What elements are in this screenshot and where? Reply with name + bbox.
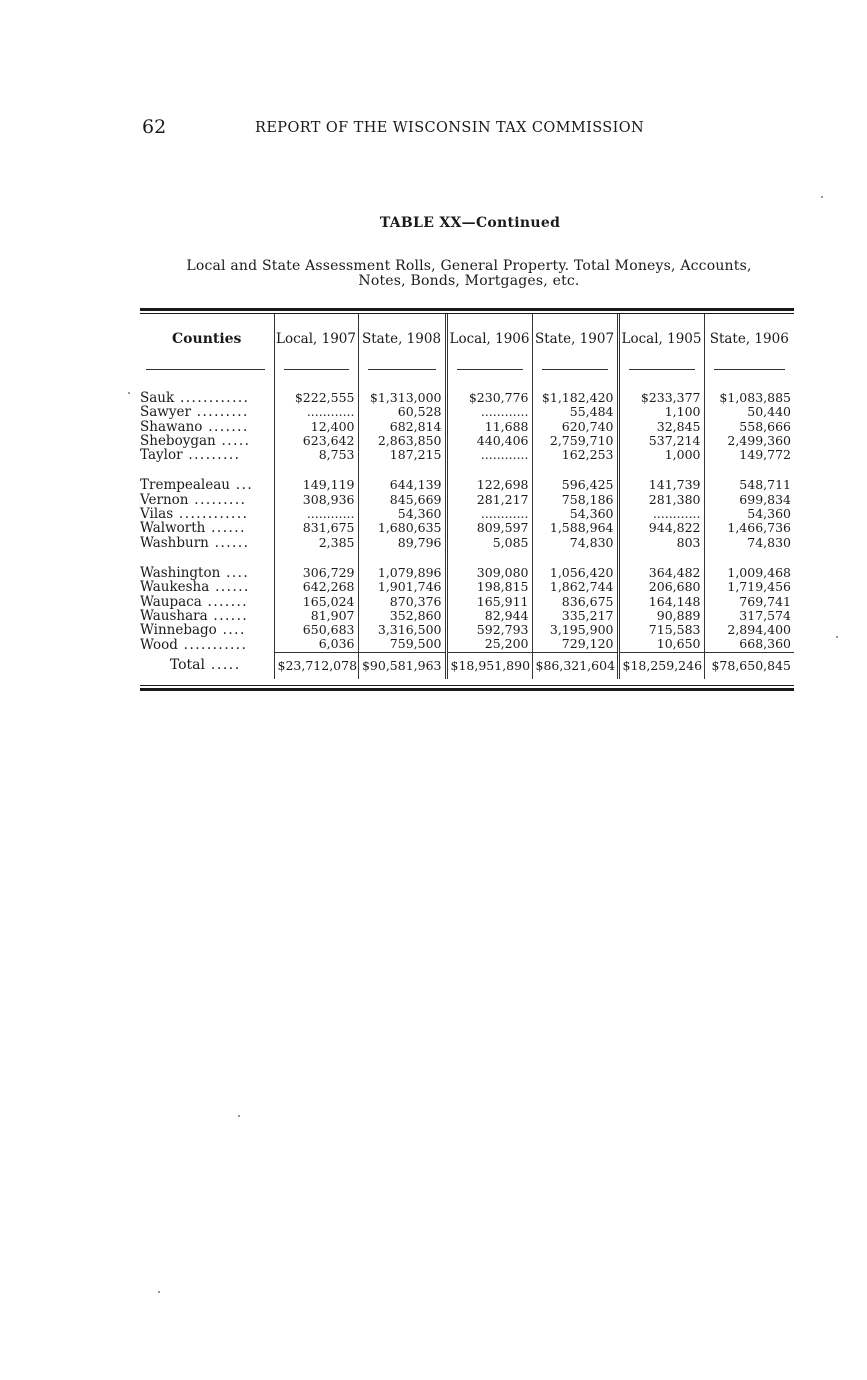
dot-leader: ......... xyxy=(190,404,249,421)
value-cell: 335,217 xyxy=(532,609,618,623)
assessment-table xyxy=(140,308,794,691)
value-cell xyxy=(532,375,618,391)
spacer-row xyxy=(140,375,794,391)
county-name: Taylor xyxy=(140,447,183,464)
county-cell xyxy=(140,507,274,521)
value-cell: 12,400 xyxy=(274,420,358,434)
dot-leader: ...... xyxy=(205,520,246,537)
value-cell: 870,376 xyxy=(358,595,446,609)
county-name: Sheboygan xyxy=(140,432,216,449)
dot-leader: ...... xyxy=(209,579,250,596)
value-cell: 90,889 xyxy=(618,609,704,623)
dot-leader: ........... xyxy=(177,636,248,653)
dot-leader: ......... xyxy=(188,491,247,508)
running-head: REPORT OF THE WISCONSIN TAX COMMISSION xyxy=(255,120,645,136)
table-row xyxy=(140,478,794,492)
value-cell: 306,729 xyxy=(274,566,358,580)
value-cell: ............ xyxy=(618,507,704,521)
value-cell: 3,316,500 xyxy=(358,623,446,637)
value-cell: $78,650,845 xyxy=(704,652,794,679)
value-cell: 164,148 xyxy=(618,595,704,609)
value-cell: 729,120 xyxy=(532,637,618,652)
value-cell xyxy=(618,550,704,566)
value-cell: 699,834 xyxy=(704,493,794,507)
value-cell: 1,719,456 xyxy=(704,580,794,594)
value-cell: 758,186 xyxy=(532,493,618,507)
value-cell: 187,215 xyxy=(358,448,446,462)
value-cell: 281,380 xyxy=(618,493,704,507)
value-cell: 809,597 xyxy=(446,521,532,535)
value-cell: ............ xyxy=(446,448,532,462)
value-cell xyxy=(446,550,532,566)
table-row xyxy=(140,595,794,609)
table-row xyxy=(140,493,794,507)
county-cell xyxy=(140,375,274,391)
county-cell xyxy=(140,521,274,535)
subtitle-line-1: Local and State Assessment Rolls, General Property. Total Moneys, Accounts, xyxy=(186,258,752,274)
bottom-rules xyxy=(140,685,794,691)
value-cell: 281,217 xyxy=(446,493,532,507)
value-cell: $1,182,420 xyxy=(532,391,618,405)
county-name: Walworth xyxy=(140,520,206,537)
county-cell xyxy=(140,448,274,462)
dot-leader: ...... xyxy=(207,607,249,624)
county-cell xyxy=(140,478,274,492)
county-cell xyxy=(140,595,274,609)
county-name: Shawano xyxy=(140,418,203,435)
value-cell: 32,845 xyxy=(618,420,704,434)
value-cell: 54,360 xyxy=(704,507,794,521)
value-cell: 1,901,746 xyxy=(358,580,446,594)
paper-speck xyxy=(128,392,130,394)
dot-leader: ....... xyxy=(201,593,249,610)
value-cell: 644,139 xyxy=(358,478,446,492)
value-cell xyxy=(618,462,704,478)
col-header-local-1907: Local, 1907 xyxy=(274,314,358,364)
table-row xyxy=(140,609,794,623)
county-cell xyxy=(140,493,274,507)
dot-leader: ..... xyxy=(204,657,241,674)
value-cell: 1,862,744 xyxy=(532,580,618,594)
value-cell xyxy=(274,375,358,391)
value-cell: 642,268 xyxy=(274,580,358,594)
value-cell: 309,080 xyxy=(446,566,532,580)
value-cell: 317,574 xyxy=(704,609,794,623)
table-row xyxy=(140,391,794,405)
value-cell: ............ xyxy=(446,507,532,521)
county-name: Washburn xyxy=(140,534,209,551)
county-name: Vernon xyxy=(140,491,189,508)
value-cell xyxy=(358,375,446,391)
dot-leader: ...... xyxy=(208,534,250,551)
value-cell: 3,195,900 xyxy=(532,623,618,637)
table-row xyxy=(140,448,794,462)
value-cell: 537,214 xyxy=(618,434,704,448)
value-cell: 2,863,850 xyxy=(358,434,446,448)
value-cell: ............ xyxy=(274,507,358,521)
value-cell: 2,499,360 xyxy=(704,434,794,448)
value-cell: 2,759,710 xyxy=(532,434,618,448)
header-underline-row xyxy=(140,364,794,375)
value-cell: $1,083,885 xyxy=(704,391,794,405)
value-cell: 54,360 xyxy=(358,507,446,521)
value-cell: 592,793 xyxy=(446,623,532,637)
value-cell: 668,360 xyxy=(704,637,794,652)
value-cell: 769,741 xyxy=(704,595,794,609)
value-cell: 60,528 xyxy=(358,405,446,419)
value-cell: 165,911 xyxy=(446,595,532,609)
county-name: Sawyer xyxy=(140,404,191,421)
county-cell xyxy=(140,405,274,419)
county-name: Waukesha xyxy=(140,579,210,596)
value-cell: 831,675 xyxy=(274,521,358,535)
value-cell: 1,466,736 xyxy=(704,521,794,535)
spacer-row xyxy=(140,550,794,566)
value-cell: 165,024 xyxy=(274,595,358,609)
value-cell: 836,675 xyxy=(532,595,618,609)
dot-leader: ....... xyxy=(202,418,249,435)
header-row xyxy=(140,314,794,364)
county-name: Trempealeau xyxy=(140,477,230,494)
value-cell: 803 xyxy=(618,536,704,550)
value-cell: 1,056,420 xyxy=(532,566,618,580)
value-cell: $18,259,246 xyxy=(618,652,704,679)
value-cell: 759,500 xyxy=(358,637,446,652)
county-name: Waupaca xyxy=(140,593,202,610)
table-body xyxy=(140,375,794,679)
value-cell xyxy=(704,550,794,566)
dot-leader: ... xyxy=(229,477,254,494)
paper-speck xyxy=(836,636,838,638)
col-header-state-1907: State, 1907 xyxy=(532,314,618,364)
table-row xyxy=(140,566,794,580)
value-cell xyxy=(446,375,532,391)
table-row xyxy=(140,434,794,448)
value-cell xyxy=(618,375,704,391)
value-cell: 25,200 xyxy=(446,637,532,652)
value-cell: 845,669 xyxy=(358,493,446,507)
value-cell: ............ xyxy=(446,405,532,419)
value-cell: 440,406 xyxy=(446,434,532,448)
value-cell: 623,642 xyxy=(274,434,358,448)
value-cell: $233,377 xyxy=(618,391,704,405)
value-cell: 1,000 xyxy=(618,448,704,462)
value-cell xyxy=(532,462,618,478)
col-header-state-1908: State, 1908 xyxy=(358,314,446,364)
value-cell: 596,425 xyxy=(532,478,618,492)
county-name: Wood xyxy=(140,636,178,653)
value-cell: 682,814 xyxy=(358,420,446,434)
value-cell: 81,907 xyxy=(274,609,358,623)
value-cell: 89,796 xyxy=(358,536,446,550)
value-cell: 558,666 xyxy=(704,420,794,434)
value-cell xyxy=(358,462,446,478)
value-cell xyxy=(358,550,446,566)
col-header-state-1906: State, 1906 xyxy=(704,314,794,364)
table-subtitle xyxy=(142,259,796,289)
data-table xyxy=(140,314,794,679)
table-row xyxy=(140,405,794,419)
value-cell: 548,711 xyxy=(704,478,794,492)
page-number: 62 xyxy=(142,116,167,138)
value-cell: 1,079,896 xyxy=(358,566,446,580)
value-cell: 149,119 xyxy=(274,478,358,492)
value-cell: 54,360 xyxy=(532,507,618,521)
top-rule xyxy=(140,308,794,311)
value-cell xyxy=(446,462,532,478)
value-cell: 2,385 xyxy=(274,536,358,550)
dot-leader: ............ xyxy=(173,506,249,523)
county-cell xyxy=(140,623,274,637)
county-cell xyxy=(140,391,274,405)
value-cell: $230,776 xyxy=(446,391,532,405)
col-header-local-1906: Local, 1906 xyxy=(446,314,532,364)
value-cell: 74,830 xyxy=(532,536,618,550)
county-name: Waushara xyxy=(140,607,208,624)
paper-speck xyxy=(238,1115,240,1117)
county-name: Total xyxy=(169,657,205,674)
table-row xyxy=(140,507,794,521)
value-cell: 74,830 xyxy=(704,536,794,550)
value-cell: 1,680,635 xyxy=(358,521,446,535)
county-name: Sauk xyxy=(140,390,175,406)
table-row xyxy=(140,623,794,637)
value-cell: 55,484 xyxy=(532,405,618,419)
county-cell xyxy=(140,637,274,652)
value-cell: 162,253 xyxy=(532,448,618,462)
county-cell xyxy=(140,420,274,434)
col-header-local-1905: Local, 1905 xyxy=(618,314,704,364)
value-cell: 141,739 xyxy=(618,478,704,492)
value-cell: 11,688 xyxy=(446,420,532,434)
value-cell: 308,936 xyxy=(274,493,358,507)
value-cell: 82,944 xyxy=(446,609,532,623)
value-cell: 50,440 xyxy=(704,405,794,419)
value-cell: $86,321,604 xyxy=(532,652,618,679)
dot-leader: .... xyxy=(220,564,250,581)
county-cell xyxy=(140,536,274,550)
value-cell: 1,588,964 xyxy=(532,521,618,535)
value-cell: 620,740 xyxy=(532,420,618,434)
dot-leader: .... xyxy=(216,622,246,639)
value-cell: $222,555 xyxy=(274,391,358,405)
value-cell xyxy=(532,550,618,566)
col-header-counties: Counties xyxy=(172,331,242,347)
subtitle-line-2: Notes, Bonds, Mortgages, etc. xyxy=(358,273,580,289)
value-cell: 352,860 xyxy=(358,609,446,623)
value-cell: 5,085 xyxy=(446,536,532,550)
table-row xyxy=(140,637,794,652)
table-row xyxy=(140,580,794,594)
table-row xyxy=(140,521,794,535)
value-cell xyxy=(704,375,794,391)
value-cell: 8,753 xyxy=(274,448,358,462)
county-cell xyxy=(140,566,274,580)
total-row xyxy=(140,652,794,679)
spacer-row xyxy=(140,462,794,478)
paper-speck xyxy=(158,1291,160,1293)
value-cell: 198,815 xyxy=(446,580,532,594)
value-cell: ............ xyxy=(274,405,358,419)
county-cell xyxy=(140,434,274,448)
value-cell: 1,100 xyxy=(618,405,704,419)
value-cell: 10,650 xyxy=(618,637,704,652)
dot-leader: ......... xyxy=(182,447,241,464)
table-row xyxy=(140,420,794,434)
value-cell: 364,482 xyxy=(618,566,704,580)
value-cell: 206,680 xyxy=(618,580,704,594)
county-cell xyxy=(140,550,274,566)
value-cell: 1,009,468 xyxy=(704,566,794,580)
value-cell xyxy=(704,462,794,478)
value-cell: 6,036 xyxy=(274,637,358,652)
value-cell: 650,683 xyxy=(274,623,358,637)
county-name: Washington xyxy=(140,564,221,581)
value-cell: $18,951,890 xyxy=(446,652,532,679)
county-cell xyxy=(140,462,274,478)
table-title: TABLE XX—Continued xyxy=(379,215,561,231)
dot-leader: ..... xyxy=(215,432,251,449)
county-cell xyxy=(140,609,274,623)
table-row xyxy=(140,536,794,550)
county-cell xyxy=(140,652,274,679)
value-cell: $1,313,000 xyxy=(358,391,446,405)
value-cell: $90,581,963 xyxy=(358,652,446,679)
value-cell: 944,822 xyxy=(618,521,704,535)
value-cell: 149,772 xyxy=(704,448,794,462)
dot-leader: ............ xyxy=(174,390,250,406)
value-cell xyxy=(274,550,358,566)
value-cell: 122,698 xyxy=(446,478,532,492)
value-cell: $23,712,078 xyxy=(274,652,358,679)
county-cell xyxy=(140,580,274,594)
value-cell xyxy=(274,462,358,478)
value-cell: 2,894,400 xyxy=(704,623,794,637)
county-name: Winnebago xyxy=(140,622,217,639)
value-cell: 715,583 xyxy=(618,623,704,637)
county-name: Vilas xyxy=(140,506,174,523)
paper-speck xyxy=(821,196,823,198)
